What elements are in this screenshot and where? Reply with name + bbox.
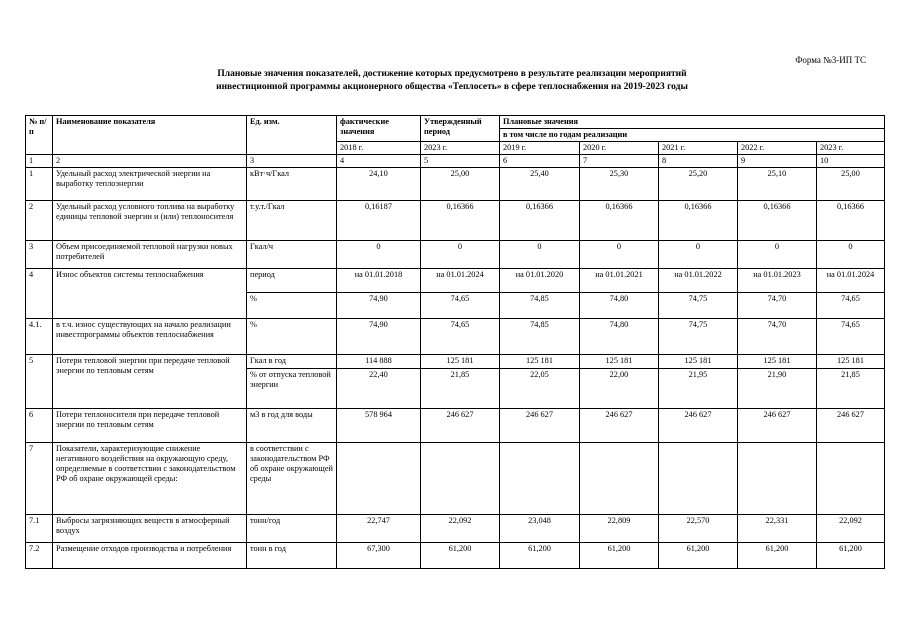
row-unit: Гкал/ч	[247, 241, 337, 269]
period-cell: на 01.01.2022	[659, 269, 738, 293]
column-numbers-row	[26, 155, 885, 168]
value-cell: 22,05	[500, 369, 580, 409]
row-unit: кВт·ч/Гкал	[247, 168, 337, 201]
value-cell: 74,70	[738, 319, 817, 355]
header-name: Наименование показателя	[53, 116, 247, 155]
value-cell: 0	[337, 241, 421, 269]
row-num: 7.2	[26, 543, 53, 569]
header-unit: Ед. изм.	[247, 116, 337, 155]
value-cell: 74,85	[500, 293, 580, 319]
table-row	[26, 543, 885, 569]
row-name: Объем присоединяемой тепловой нагрузки новых потребителей	[53, 241, 247, 269]
col-number: 10	[817, 155, 885, 168]
row-name: Выбросы загрязняющих веществ в атмосферный воздух	[53, 515, 247, 543]
value-cell: 23,048	[500, 515, 580, 543]
value-cell: 61,200	[500, 543, 580, 569]
value-cell: 22,40	[337, 369, 421, 409]
value-cell: 22,092	[817, 515, 885, 543]
value-cell: 0,16366	[421, 201, 500, 241]
value-cell: 22,747	[337, 515, 421, 543]
header-planned: Плановые значения	[500, 116, 885, 129]
header-by-years: в том числе по годам реализации	[500, 129, 885, 142]
value-cell: 0	[738, 241, 817, 269]
value-cell: 67,300	[337, 543, 421, 569]
value-cell: 0,16366	[659, 201, 738, 241]
value-cell: 24,10	[337, 168, 421, 201]
value-cell: 21,85	[421, 369, 500, 409]
table-row	[26, 168, 885, 201]
value-cell: 61,200	[580, 543, 659, 569]
empty-cell	[817, 443, 885, 515]
year-cell: 2023 г.	[421, 142, 500, 155]
period-cell: на 01.01.2021	[580, 269, 659, 293]
empty-cell	[580, 443, 659, 515]
col-number: 5	[421, 155, 500, 168]
col-number: 6	[500, 155, 580, 168]
row-num: 7	[26, 443, 53, 515]
value-cell: 0	[421, 241, 500, 269]
value-cell: 74,90	[337, 319, 421, 355]
table-row	[26, 515, 885, 543]
row-name: Износ объектов системы теплоснабжения	[53, 269, 247, 319]
value-cell: 22,092	[421, 515, 500, 543]
row-num: 4.1.	[26, 319, 53, 355]
value-cell: 125 181	[580, 355, 659, 369]
year-cell: 2021 г.	[659, 142, 738, 155]
col-number: 7	[580, 155, 659, 168]
row-num: 5	[26, 355, 53, 409]
row-unit: период	[247, 269, 337, 293]
header-num: № п/п	[26, 116, 53, 155]
value-cell: 25,00	[421, 168, 500, 201]
row-unit: тонн/год	[247, 515, 337, 543]
value-cell: 0	[580, 241, 659, 269]
row-name: Потери теплоносителя при передаче тепловой энергии по тепловым сетям	[53, 409, 247, 443]
value-cell: 74,65	[817, 319, 885, 355]
row-unit: тонн в год	[247, 543, 337, 569]
value-cell: 61,200	[659, 543, 738, 569]
value-cell: 125 181	[738, 355, 817, 369]
year-cell: 2023 г.	[817, 142, 885, 155]
col-number: 4	[337, 155, 421, 168]
year-cell: 2018 г.	[337, 142, 421, 155]
value-cell: 22,00	[580, 369, 659, 409]
value-cell: 74,70	[738, 293, 817, 319]
empty-cell	[500, 443, 580, 515]
value-cell: 74,65	[421, 319, 500, 355]
row-unit: %	[247, 293, 337, 319]
year-cell: 2022 г.	[738, 142, 817, 155]
year-cell: 2019 г.	[500, 142, 580, 155]
value-cell: 0,16187	[337, 201, 421, 241]
value-cell: 61,200	[817, 543, 885, 569]
row-unit: т.у.т./Гкал	[247, 201, 337, 241]
empty-cell	[659, 443, 738, 515]
period-cell: на 01.01.2018	[337, 269, 421, 293]
col-number: 1	[26, 155, 53, 168]
value-cell: 246 627	[580, 409, 659, 443]
empty-cell	[337, 443, 421, 515]
value-cell: 25,30	[580, 168, 659, 201]
title-line-1: Плановые значения показателей, достижение которых предусмотрено в результате реализации мероприятий	[217, 69, 687, 79]
value-cell: 246 627	[659, 409, 738, 443]
value-cell: 74,85	[500, 319, 580, 355]
table-row	[26, 319, 885, 355]
value-cell: 0,16366	[580, 201, 659, 241]
period-cell: на 01.01.2020	[500, 269, 580, 293]
col-number: 8	[659, 155, 738, 168]
value-cell: 74,80	[580, 293, 659, 319]
value-cell: 246 627	[738, 409, 817, 443]
value-cell: 61,200	[421, 543, 500, 569]
document-title	[0, 68, 904, 94]
row-unit: % от отпуска тепловой энергии	[247, 369, 337, 409]
value-cell: 74,90	[337, 293, 421, 319]
row-num: 2	[26, 201, 53, 241]
row-name: Потери тепловой энергии при передаче тепловой энергии по тепловым сетям	[53, 355, 247, 409]
year-cell: 2020 г.	[580, 142, 659, 155]
header-actual: фактические значения	[337, 116, 421, 142]
value-cell: 74,65	[421, 293, 500, 319]
header-approved: Утвержденный период	[421, 116, 500, 142]
period-cell: на 01.01.2024	[421, 269, 500, 293]
value-cell: 22,331	[738, 515, 817, 543]
value-cell: 25,10	[738, 168, 817, 201]
empty-cell	[738, 443, 817, 515]
row-num: 1	[26, 168, 53, 201]
value-cell: 246 627	[421, 409, 500, 443]
form-number: Форма №3-ИП ТС	[795, 55, 866, 65]
row-name: Удельный расход электрической энергии на выработку теплоэнергии	[53, 168, 247, 201]
value-cell: 0,16366	[500, 201, 580, 241]
table-row	[26, 355, 885, 369]
value-cell: 578 964	[337, 409, 421, 443]
row-num: 3	[26, 241, 53, 269]
value-cell: 125 181	[817, 355, 885, 369]
value-cell: 246 627	[500, 409, 580, 443]
value-cell: 25,00	[817, 168, 885, 201]
table-row	[26, 241, 885, 269]
value-cell: 0,16366	[738, 201, 817, 241]
value-cell: 22,570	[659, 515, 738, 543]
row-name: Показатели, характеризующие снижение негативного воздействия на окружающую среду, определяемые в соответствии с законодательством РФ об охране окружающей среды:	[53, 443, 247, 515]
row-name: в т.ч. износ существующих на начало реализации инвестпрограммы объектов теплоснабжения	[53, 319, 247, 355]
value-cell: 21,95	[659, 369, 738, 409]
row-unit: Гкал в год	[247, 355, 337, 369]
value-cell: 74,65	[817, 293, 885, 319]
col-number: 3	[247, 155, 337, 168]
header-row-1	[26, 116, 885, 129]
value-cell: 125 181	[421, 355, 500, 369]
value-cell: 74,75	[659, 293, 738, 319]
row-name: Удельный расход условного топлива на выработку единицы тепловой энергии и (или) теплоносителя	[53, 201, 247, 241]
value-cell: 125 181	[500, 355, 580, 369]
value-cell: 125 181	[659, 355, 738, 369]
value-cell: 74,80	[580, 319, 659, 355]
value-cell: 22,809	[580, 515, 659, 543]
col-number: 9	[738, 155, 817, 168]
value-cell: 74,75	[659, 319, 738, 355]
title-line-2: инвестиционной программы акционерного общества «Теплосеть» в сфере теплоснабжения на 2019-2023 годы	[216, 82, 688, 92]
value-cell: 0	[817, 241, 885, 269]
value-cell: 0	[659, 241, 738, 269]
row-name: Размещение отходов производства и потребления	[53, 543, 247, 569]
value-cell: 0,16366	[817, 201, 885, 241]
value-cell: 246 627	[817, 409, 885, 443]
period-cell: на 01.01.2024	[817, 269, 885, 293]
row-num: 7.1	[26, 515, 53, 543]
empty-cell	[421, 443, 500, 515]
row-num: 4	[26, 269, 53, 319]
table-row	[26, 269, 885, 293]
table-row	[26, 201, 885, 241]
value-cell: 21,85	[817, 369, 885, 409]
value-cell: 61,200	[738, 543, 817, 569]
col-number: 2	[53, 155, 247, 168]
indicators-table	[25, 115, 885, 569]
value-cell: 25,40	[500, 168, 580, 201]
value-cell: 0	[500, 241, 580, 269]
row-unit: в соответствии с законодательством РФ об охране окружающей среды	[247, 443, 337, 515]
value-cell: 25,20	[659, 168, 738, 201]
period-cell: на 01.01.2023	[738, 269, 817, 293]
value-cell: 114 888	[337, 355, 421, 369]
row-unit: м3 в год для воды	[247, 409, 337, 443]
value-cell: 21,90	[738, 369, 817, 409]
row-num: 6	[26, 409, 53, 443]
table-row	[26, 409, 885, 443]
row-unit: %	[247, 319, 337, 355]
table-row	[26, 443, 885, 515]
